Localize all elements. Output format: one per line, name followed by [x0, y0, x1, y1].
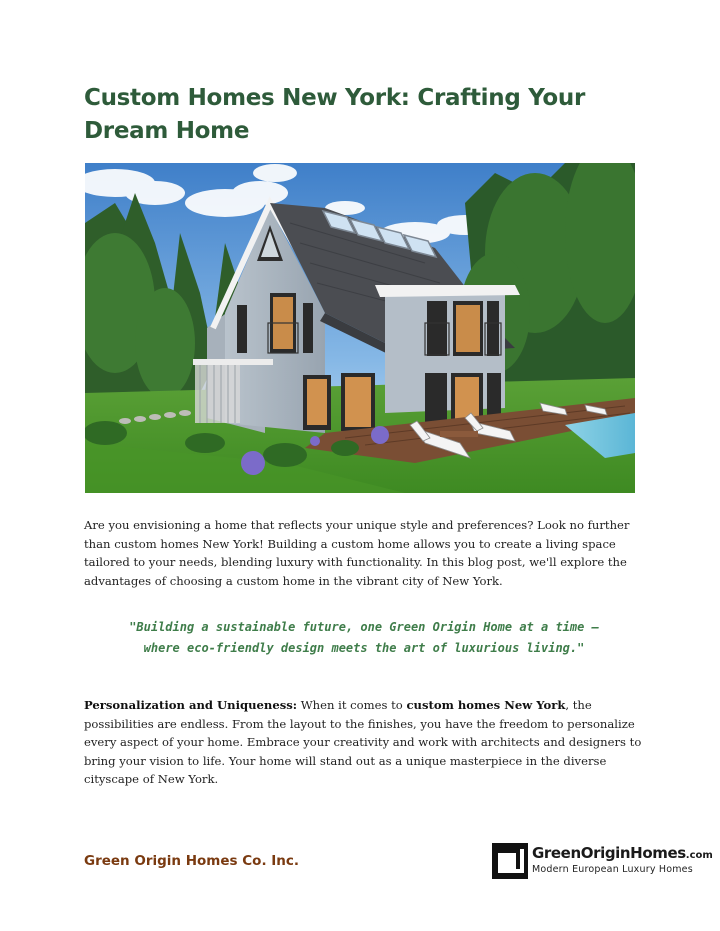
section-text-after: , the possibilities are endless. From the layout to the finishes, you have the freedom to personalize every aspect of your home. Embrace your creativity and work with architects and designers to bring your vision to life. Your home will stand out as a unique masterpiece in the diverse cityscape of New York.: [84, 698, 642, 787]
logo-tagline: Modern European Luxury Homes: [532, 864, 693, 875]
logo-wordmark: [532, 844, 713, 862]
company-logo: [490, 840, 713, 884]
hero-house-image: [85, 163, 635, 493]
logo-name-text: GreenOriginHomes: [532, 844, 686, 862]
footer-company-name: Green Origin Homes Co. Inc.: [84, 853, 300, 869]
section-keyword: custom homes New York: [406, 698, 566, 712]
section-personalization: [84, 696, 644, 789]
quote-line-1: "Building a sustainable future, one Green Origin Home at a time –: [129, 620, 599, 634]
pull-quote: [84, 617, 644, 659]
logo-square-icon: [492, 843, 528, 879]
logo-tld-text: .com: [685, 850, 713, 861]
page-title: Custom Homes New York: Crafting Your Dream Home: [84, 85, 586, 144]
quote-line-2: where eco-friendly design meets the art of luxurious living.": [143, 641, 585, 655]
intro-paragraph: Are you envisioning a home that reflects your unique style and preferences? Look no further than custom homes New York! Building a custom home allows you to create a living space tailored to your needs, blending luxury with functionality. In this blog post, we'll explore the advantages of choosing a custom home in the vibrant city of New York.: [84, 518, 630, 588]
section-heading: Personalization and Uniqueness:: [84, 698, 298, 712]
section-text-before: When it comes to: [297, 698, 407, 712]
